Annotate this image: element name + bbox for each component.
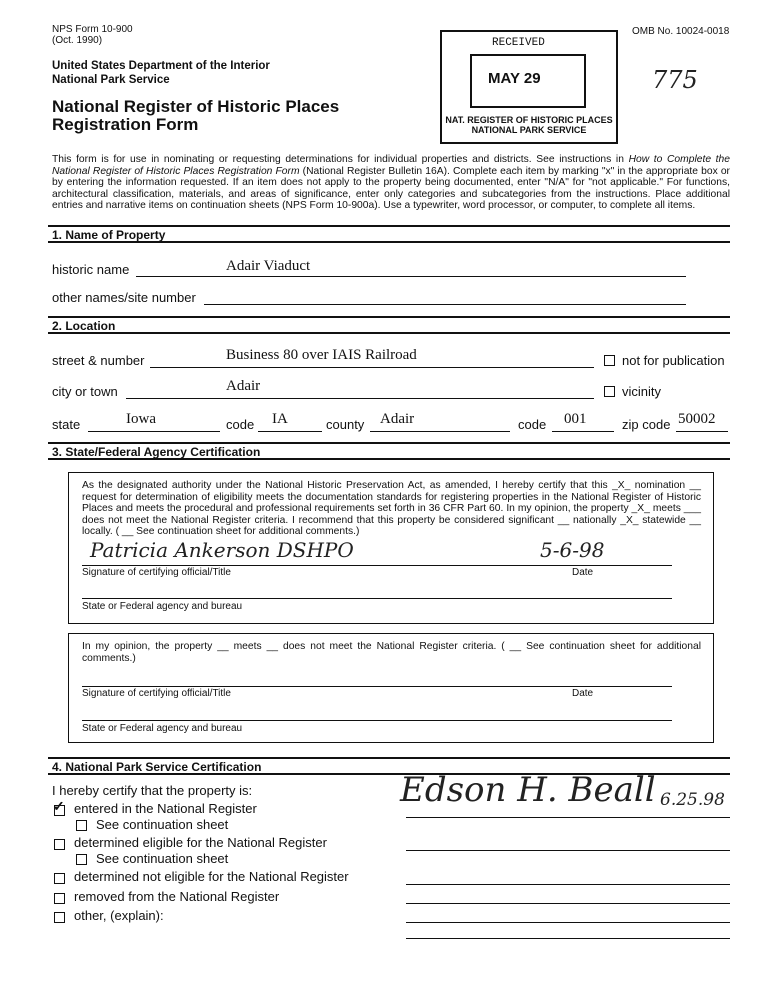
certify-statement: I hereby certify that the property is: — [52, 783, 253, 798]
vicinity-label: vicinity — [622, 384, 662, 399]
keeper-line-other — [406, 922, 730, 923]
historic-name-line — [136, 276, 686, 277]
date-label: Date — [572, 567, 594, 578]
form-date: (Oct. 1990) — [52, 35, 103, 46]
option-other-label: other, (explain): — [74, 908, 164, 923]
section-2-heading: 2. Location — [52, 319, 116, 333]
divider — [48, 442, 730, 444]
state-code-line — [258, 431, 322, 432]
street-line — [150, 367, 594, 368]
keeper-line-eligible — [406, 850, 730, 851]
eligible-continuation-checkbox[interactable] — [76, 854, 87, 865]
intro-text-1: This form is for use in nominating or requesting determinations for individual properties and districts. See instructions in — [52, 154, 629, 165]
keeper-sig-line — [406, 817, 730, 818]
other-names-line — [204, 304, 686, 305]
not-for-publication-label: not for publication — [622, 353, 725, 368]
option-entered-label: entered in the National Register — [74, 801, 257, 816]
county-field[interactable]: Adair — [380, 411, 415, 427]
option-eligible-continuation-label: See continuation sheet — [96, 851, 229, 866]
divider — [48, 225, 730, 227]
title-line-1: National Register of Historic Places — [52, 97, 340, 116]
zip-label: zip code — [622, 417, 671, 432]
page-title — [52, 98, 339, 134]
intro-italic-title: How to Complete the National Register of Historic Places Registration Form — [52, 154, 730, 177]
keeper-line-other-2 — [406, 938, 730, 939]
option-not-eligible-label: determined not eligible for the National Register — [74, 869, 349, 884]
certifying-date: 5-6-98 — [540, 538, 605, 562]
stamp-received: RECEIVED — [492, 37, 545, 49]
street-label: street & number — [52, 353, 145, 368]
keeper-signature: Edson H. Beall — [400, 770, 656, 810]
state-code-label: code — [226, 417, 255, 432]
city-field[interactable]: Adair — [226, 378, 261, 394]
other-checkbox[interactable] — [54, 912, 65, 923]
signature-label-2: Signature of certifying official/Title — [82, 688, 231, 699]
opinion-text: In my opinion, the property __ meets __ does not meet the National Register criteria. ( __ See continuation sheet for additional comments.) — [82, 641, 701, 664]
intro-text-2: (National Register Bulletin 16A). Complete each item by marking "x" in the appropriate box or by entering the information requested. If an item does not apply to the property being documented, enter "N/A" for "not applicable." For functions, architectural classification, materials, and areas of significance, enter only categories and subcategories from the instructions. Place additional entries and narrative items on continuation sheets (NPS Form 10-900a). Use a typewriter, word processor, or computer, to complete all items. — [52, 165, 730, 212]
agency-line-2 — [82, 720, 672, 721]
entered-check-mark: ✓ — [53, 798, 65, 814]
agency-line — [82, 598, 672, 599]
keeper-line-removed — [406, 903, 730, 904]
received-stamp — [440, 30, 618, 144]
county-code-label: code — [518, 417, 547, 432]
county-label: county — [326, 417, 365, 432]
service: National Park Service — [52, 74, 170, 86]
divider — [48, 316, 730, 318]
divider — [48, 332, 730, 334]
omb-number: OMB No. 10024-0018 — [632, 26, 730, 37]
stamp-date-box — [470, 54, 586, 108]
signature-line-2 — [82, 686, 672, 687]
handwritten-number: 775 — [652, 66, 698, 94]
section-4-heading: 4. National Park Service Certification — [52, 760, 262, 774]
signature-label: Signature of certifying official/Title — [82, 567, 231, 578]
certifying-signature: Patricia Ankerson DSHPO — [90, 538, 354, 562]
form-number: NPS Form 10-900 — [52, 24, 133, 35]
city-line — [126, 398, 594, 399]
keeper-date: 6.25.98 — [660, 790, 725, 810]
state-code-field[interactable]: IA — [272, 411, 288, 427]
eligible-checkbox[interactable] — [54, 839, 65, 850]
not-eligible-checkbox[interactable] — [54, 873, 65, 884]
county-line — [370, 431, 510, 432]
divider — [48, 757, 730, 759]
state-line — [88, 431, 220, 432]
state-field[interactable]: Iowa — [126, 411, 156, 427]
stamp-footer — [442, 115, 616, 135]
option-eligible-label: determined eligible for the National Register — [74, 835, 327, 850]
agency-label-2: State or Federal agency and bureau — [82, 723, 243, 734]
historic-name-field[interactable]: Adair Viaduct — [226, 258, 311, 274]
city-label: city or town — [52, 384, 118, 399]
department: United States Department of the Interior — [52, 60, 270, 72]
removed-checkbox[interactable] — [54, 893, 65, 904]
historic-name-label: historic name — [52, 262, 130, 277]
agency-label: State or Federal agency and bureau — [82, 601, 243, 612]
stamp-line-1: NAT. REGISTER OF HISTORIC PLACES — [445, 115, 613, 125]
keeper-line-not-eligible — [406, 884, 730, 885]
not-for-publication-checkbox[interactable] — [604, 355, 615, 366]
section-3-heading: 3. State/Federal Agency Certification — [52, 445, 261, 459]
divider — [48, 241, 730, 243]
section-1-heading: 1. Name of Property — [52, 228, 166, 242]
state-label: state — [52, 417, 81, 432]
intro-instructions — [52, 154, 730, 212]
stamp-date: MAY 29 — [488, 70, 541, 87]
zip-line — [676, 431, 728, 432]
entered-continuation-checkbox[interactable] — [76, 820, 87, 831]
option-removed-label: removed from the National Register — [74, 889, 280, 904]
street-field[interactable]: Business 80 over IAIS Railroad — [226, 347, 417, 363]
county-code-line — [552, 431, 614, 432]
zip-field[interactable]: 50002 — [678, 411, 716, 427]
certification-text: As the designated authority under the National Historic Preservation Act, as amended, I hereby certify that this _X_ nomination __ request for determination of eligibility meets the documentation standards for registering properties in the National Register of Historic Places and meets the procedural and professional requirements set forth in 36 CFR Part 60. In my opinion, the property _X_ meets ___ does not meet the National Register criteria. I recommend that this property be considered significant __ nationally _X_ statewide __ locally. ( __ See continuation sheet for additional comments.) — [82, 480, 701, 538]
option-entered-continuation-label: See continuation sheet — [96, 817, 229, 832]
signature-line — [82, 565, 672, 566]
divider — [48, 458, 730, 460]
other-names-label: other names/site number — [52, 290, 196, 305]
title-line-2: Registration Form — [52, 115, 199, 134]
stamp-line-2: NATIONAL PARK SERVICE — [471, 125, 587, 135]
county-code-field[interactable]: 001 — [564, 411, 587, 427]
vicinity-checkbox[interactable] — [604, 386, 615, 397]
date-label-2: Date — [572, 688, 594, 699]
